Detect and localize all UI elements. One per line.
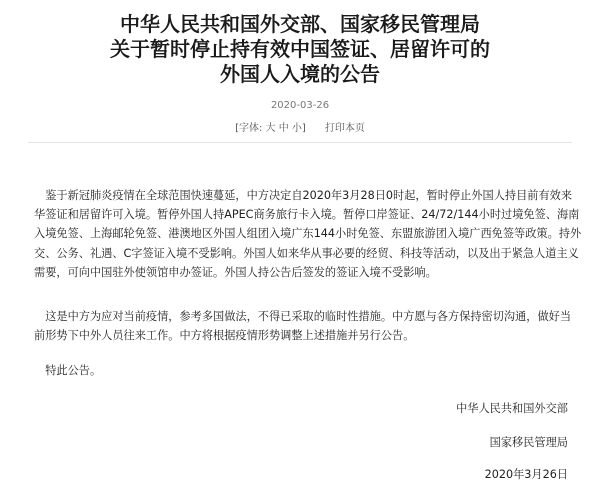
- font-size-label: [字体:: [235, 123, 263, 134]
- paragraph-2: [34, 307, 582, 345]
- header-divider: [28, 142, 572, 143]
- signature-date: 2020年3月26日: [484, 468, 568, 481]
- print-page-link[interactable]: 打印本页: [324, 123, 365, 134]
- paragraph-3: [34, 361, 582, 380]
- paragraph-3-text: 特此公告。: [45, 364, 102, 377]
- page-title: [0, 12, 600, 87]
- title-line-3: 外国人入境的公告: [220, 62, 380, 86]
- announcement-body: [34, 186, 582, 377]
- title-line-1: 中华人民共和国外交部、国家移民管理局: [120, 12, 480, 36]
- paragraph-1-text: 鉴于新冠肺炎疫情在全球范围快速蔓延，中方决定自2020年3月28日0时起，暂时停止外国人持目前有效来华签证和居留许可入境。暂停外国人持APEC商务旅行卡入境。暂停口岸签证、24/72/144小时过境免签、海南入境免签、上海邮轮免签、港澳地区外国人组团入境广东144小时免签、东盟旅游团入境广西免签等政策。持外交、公务、礼遇、C字签证入境不受影响。外国人如来华从事必要的经贸、科技等活动，以及出于紧急人道主义需要，可向中国驻外使领馆申办签证。外国人持公告后签发的签证入境不受影响。: [34, 189, 582, 279]
- article-tools: [0, 119, 600, 134]
- signature-org-2: 国家移民管理局: [489, 436, 568, 449]
- font-size-medium-button[interactable]: 中: [278, 123, 289, 134]
- title-line-2: 关于暂时停止持有效中国签证、居留许可的: [110, 37, 490, 61]
- font-size-large-button[interactable]: 大: [265, 123, 276, 134]
- publish-date: 2020-03-26: [270, 100, 330, 111]
- font-size-small-button[interactable]: 小]: [291, 123, 306, 134]
- paragraph-1: [34, 186, 582, 302]
- paragraph-2-text: 这是中方为应对当前疫情，参考多国做法，不得已采取的临时性措施。中方愿与各方保持密切沟通，做好当前形势下中外人员往来工作。中方将根据疫情形势调整上述措施并另行公告。: [34, 310, 572, 343]
- signature-org-1: 中华人民共和国外交部: [456, 402, 568, 415]
